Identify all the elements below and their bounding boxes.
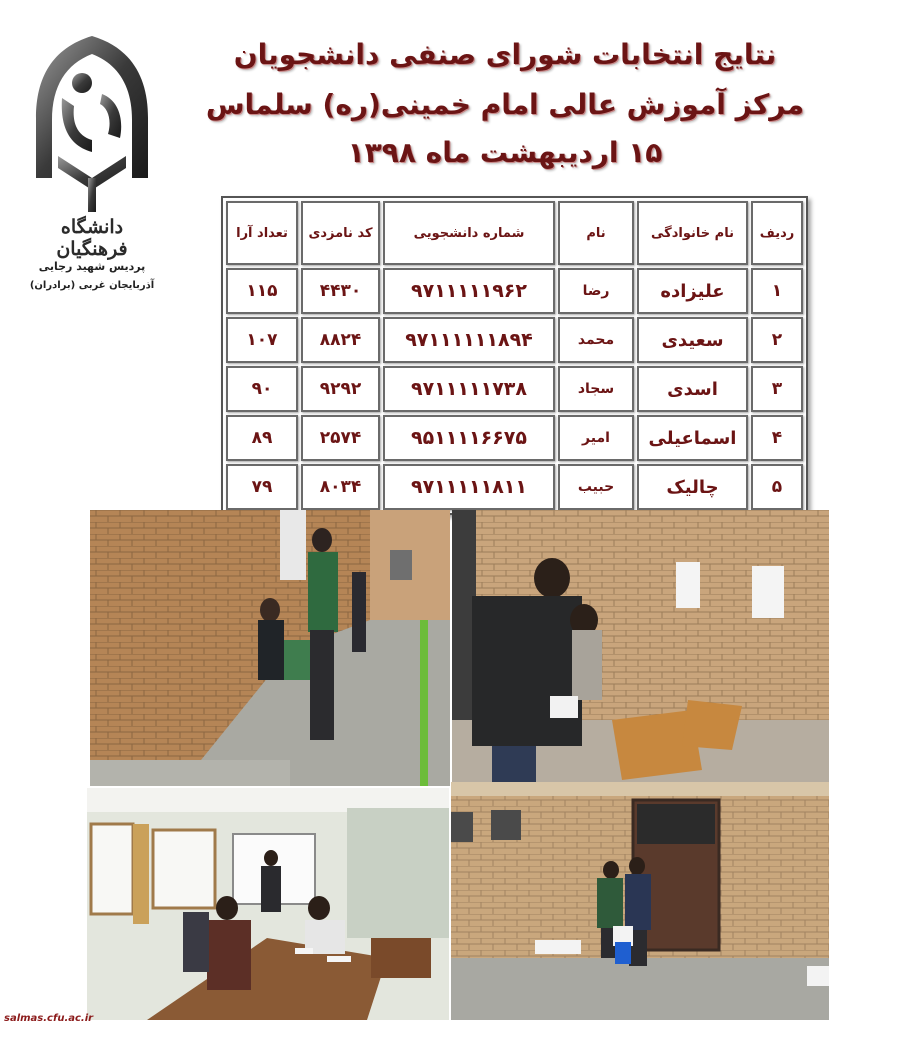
cell-first-name: امیر — [558, 415, 634, 461]
cell-votes: ۸۹ — [226, 415, 298, 461]
cell-last-name: سعیدی — [637, 317, 748, 363]
cell-student-id: ۹۷۱۱۱۱۱۱۸۹۴ — [383, 317, 555, 363]
header-row-number: ردیف — [751, 201, 803, 265]
cell-first-name: سجاد — [558, 366, 634, 412]
cell-first-name: محمد — [558, 317, 634, 363]
table-row — [226, 268, 803, 314]
cell-row-number: ۴ — [751, 415, 803, 461]
cell-candidate-code: ۸۰۳۴ — [301, 464, 380, 510]
logo-emblem-icon — [22, 28, 162, 218]
cell-candidate-code: ۲۵۷۴ — [301, 415, 380, 461]
cell-last-name: اسماعیلی — [637, 415, 748, 461]
cell-votes: ۹۰ — [226, 366, 298, 412]
title-line-2: مرکز آموزش عالی امام خمینی(ره) سلماس — [205, 88, 805, 121]
cell-candidate-code: ۴۴۳۰ — [301, 268, 380, 314]
table-row — [226, 366, 803, 412]
header-candidate-code: کد نامزدی — [301, 201, 380, 265]
cell-votes: ۱۱۵ — [226, 268, 298, 314]
cell-row-number: ۵ — [751, 464, 803, 510]
cell-student-id: ۹۵۱۱۱۱۶۶۷۵ — [383, 415, 555, 461]
cell-last-name: چالیک — [637, 464, 748, 510]
cell-row-number: ۳ — [751, 366, 803, 412]
cell-candidate-code: ۸۸۲۴ — [301, 317, 380, 363]
cell-last-name: علیزاده — [637, 268, 748, 314]
website-watermark: salmas.cfu.ac.ir — [4, 1013, 94, 1024]
title-line-1: نتایج انتخابات شورای صنفی دانشجویان — [233, 38, 777, 71]
cell-row-number: ۱ — [751, 268, 803, 314]
cell-student-id: ۹۷۱۱۱۱۱۷۳۸ — [383, 366, 555, 412]
table-row — [226, 464, 803, 510]
photo-ballot-box-at-door — [451, 782, 829, 1020]
header-votes: تعداد آرا — [226, 201, 298, 265]
university-logo — [22, 28, 162, 303]
title-line-3: ۱۵ اردیبهشت ماه ۱۳۹۸ — [347, 136, 663, 169]
cell-student-id: ۹۷۱۱۱۱۱۸۱۱ — [383, 464, 555, 510]
cell-votes: ۷۹ — [226, 464, 298, 510]
table-header-row — [226, 201, 803, 265]
header-student-id: شماره دانشجویی — [383, 201, 555, 265]
header-first-name: نام — [558, 201, 634, 265]
cell-votes: ۱۰۷ — [226, 317, 298, 363]
photo-outdoor-voting-desk — [90, 510, 450, 786]
photo-vote-counting-classroom — [87, 788, 449, 1020]
cell-row-number: ۲ — [751, 317, 803, 363]
logo-campus-name: پردیس شهید رجایی — [38, 260, 146, 273]
cell-first-name: حبیب — [558, 464, 634, 510]
header-last-name: نام خانوادگی — [637, 201, 748, 265]
cell-student-id: ۹۷۱۱۱۱۱۹۶۲ — [383, 268, 555, 314]
logo-university-name: دانشگاه فرهنگیان — [56, 216, 128, 260]
election-results-table — [221, 196, 808, 515]
logo-province: آذربایجان غربی (برادران) — [29, 280, 155, 291]
cell-candidate-code: ۹۲۹۲ — [301, 366, 380, 412]
cell-last-name: اسدی — [637, 366, 748, 412]
table-row — [226, 317, 803, 363]
cell-first-name: رضا — [558, 268, 634, 314]
photo-voters-at-wall — [452, 510, 829, 786]
table-row — [226, 415, 803, 461]
